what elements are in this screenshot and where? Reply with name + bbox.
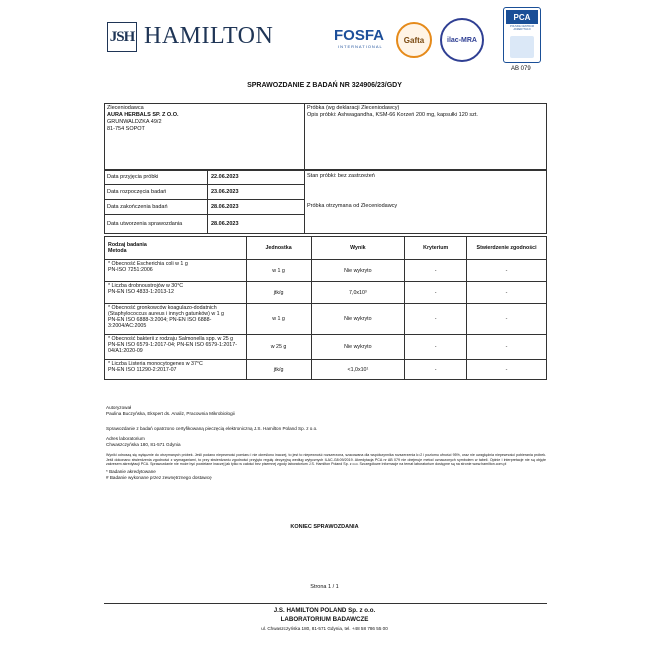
date-row bbox=[104, 200, 304, 215]
header-conformity: Stwierdzenie zgodności bbox=[467, 237, 547, 260]
cell-conformity: - bbox=[467, 360, 547, 380]
sample-state: Stan próbki: bez zastrzeżeń bbox=[307, 173, 375, 179]
pca-label: PCA bbox=[506, 10, 538, 24]
client-street: GRUNWALDZKA 49/2 bbox=[107, 119, 162, 125]
cell-result: <1,0x10¹ bbox=[311, 360, 405, 380]
legend-accredited: * Badanie akredytowane bbox=[106, 468, 156, 474]
authorized-label: Autoryzował bbox=[106, 405, 132, 410]
client-label: Zleceniodawca bbox=[107, 105, 144, 111]
results-header-row bbox=[105, 237, 547, 260]
cell-conformity: - bbox=[467, 260, 547, 282]
cell-criterion: - bbox=[405, 360, 467, 380]
cell-result: Nie wykryto bbox=[311, 304, 405, 335]
table-row bbox=[105, 304, 547, 335]
dates-list bbox=[104, 170, 304, 234]
footer-address: ul. Chwaszczyńska 180, 81-571 Gdynia, tel. +48 58 786 55 00 bbox=[261, 626, 388, 631]
pca-subtitle: POLSKIE CENTRUM AKREDYTACJI bbox=[510, 25, 534, 31]
date-label: Data zakończenia badań bbox=[104, 200, 208, 214]
end-of-report: KONIEC SPRAWOZDANIA bbox=[290, 524, 359, 530]
footer-company: J.S. HAMILTON POLAND Sp. z o.o. bbox=[273, 607, 376, 614]
pca-accreditation-logo bbox=[503, 7, 541, 63]
header-method: Rodzaj badania Metoda bbox=[105, 237, 247, 260]
signature-note: Sprawozdanie z badań opatrzono certyfikowaną pieczęcią elektroniczną J.S. Hamilton Poland Sp. z o.o. bbox=[106, 425, 318, 431]
fine-print: Wyniki odnoszą się wyłącznie do otrzymanych próbek. Jeśli podano niepewność pomiaru i nie określono inaczej, to jest to niepewność rozszerzona, szacowana dla współczynnika rozszerzenia k=2 i poziomu ufności 95%, oraz nie uwzględnia niepewności pobierania próbek. Jeśli dokonano stwierdzenia zgodności z wymaganiami, to przy stwierdzaniu zgodności przyjęto regułę decyzyjną według wytycznych ILAC-G8:09/2019. Akredytacja PCA nr AB 079 nie obejmuje metod oznaczonych symbolem w tabeli. Opinie i interpretacje nie są objęte zakresem akredytacji PCA. Sprawozdanie nie może być powielane inaczej jak tylko w całości bez pisemnej zgody laboratorium J.S. Hamilton Poland Sp. z o.o. Szczegółowe informacje na temat laboratorium dostępne są na stronie www.hamilton.com.pl bbox=[106, 452, 546, 467]
cell-unit: w 1 g bbox=[246, 260, 311, 282]
table-row bbox=[105, 260, 547, 282]
cell-criterion: - bbox=[405, 335, 467, 360]
date-label: Data utworzenia sprawozdania bbox=[104, 215, 208, 234]
company-name: HAMILTON bbox=[144, 23, 274, 49]
lab-label: Adres laboratorium bbox=[106, 436, 145, 442]
header-result: Wynik bbox=[311, 237, 405, 260]
date-row bbox=[104, 185, 304, 200]
cell-method: * Obecność bakterii z rodzaju Salmonella spp. w 25 g PN-EN ISO 6579-1:2017-04; PN-EN ISO 6579-1:2017-04/A1:2020-09 bbox=[105, 335, 247, 360]
cell-result: Nie wykryto bbox=[311, 335, 405, 360]
pca-number: AB 079 bbox=[511, 66, 531, 72]
cell-conformity: - bbox=[467, 304, 547, 335]
page-number: Strona 1 / 1 bbox=[310, 584, 339, 590]
cell-unit: w 1 g bbox=[246, 304, 311, 335]
date-row bbox=[104, 170, 304, 185]
footer-lab: LABORATORIUM BADAWCZE bbox=[280, 616, 369, 623]
date-value: 22.06.2023 bbox=[211, 174, 239, 180]
logo-mark-text: JSH bbox=[109, 28, 135, 45]
table-row bbox=[105, 282, 547, 304]
cell-unit: w 25 g bbox=[246, 335, 311, 360]
cell-criterion: - bbox=[405, 282, 467, 304]
cell-unit: jtk/g bbox=[246, 282, 311, 304]
date-label: Data rozpoczęcia badań bbox=[104, 185, 208, 199]
header-unit: Jednostka bbox=[246, 237, 311, 260]
date-value: 28.06.2023 bbox=[211, 221, 239, 227]
sample-block bbox=[307, 105, 545, 119]
header-criterion: Kryterium bbox=[405, 237, 467, 260]
sample-description: Opis próbki: Ashwagandha, KSM-66 Korzeń 200 mg, kapsułki 120 szt. bbox=[307, 112, 478, 118]
results-table bbox=[104, 236, 547, 380]
cell-conformity: - bbox=[467, 282, 547, 304]
ilac-mra-logo: ilac-MRA bbox=[440, 18, 484, 62]
table-row bbox=[105, 360, 547, 380]
client-name: AURA HERBALS SP. Z O.O. bbox=[107, 112, 179, 118]
authorized-by: Paulina Buczyńska, Ekspert ds. Analiz, Pracownia Mikrobiologii bbox=[106, 410, 235, 416]
client-city: 81-754 SOPOT bbox=[107, 126, 145, 132]
pca-emblem-icon bbox=[510, 36, 534, 58]
cell-result: Nie wykryto bbox=[311, 260, 405, 282]
cell-unit: jtk/g bbox=[246, 360, 311, 380]
lab-address: Chwaszczyńska 180, 81-571 Gdynia bbox=[106, 442, 181, 448]
cell-criterion: - bbox=[405, 260, 467, 282]
report-title: SPRAWOZDANIE Z BADAŃ NR 324906/23/GDY bbox=[247, 82, 402, 89]
cell-conformity: - bbox=[467, 335, 547, 360]
table-row bbox=[105, 335, 547, 360]
client-block bbox=[107, 105, 179, 133]
footer-divider bbox=[104, 603, 547, 604]
cell-criterion: - bbox=[405, 304, 467, 335]
date-value: 23.06.2023 bbox=[211, 189, 239, 195]
legend-external: # Badanie wykonane przez zewnętrznego dostawcę bbox=[106, 474, 212, 480]
cell-result: 7,0x10³ bbox=[311, 282, 405, 304]
cell-method: * Liczba Listeria monocytogenes w 37°C PN-EN ISO 11290-2:2017-07 bbox=[105, 360, 247, 380]
date-value: 28.06.2023 bbox=[211, 204, 239, 210]
hamilton-logo-mark bbox=[107, 22, 137, 52]
fosfa-logo: FOSFA bbox=[334, 27, 385, 44]
sample-received: Próbka otrzymana od Zleceniodawcy bbox=[307, 203, 398, 209]
fosfa-subtitle: INTERNATIONAL bbox=[338, 44, 383, 49]
cell-method: * Obecność Escherichia coli w 1 g PN-ISO 7251:2006 bbox=[105, 260, 247, 282]
cell-method: * Liczba drobnoustrojów w 30°C PN-EN ISO 4833-1:2013-12 bbox=[105, 282, 247, 304]
gafta-logo: Gafta bbox=[396, 22, 432, 58]
notes-block bbox=[106, 405, 546, 480]
date-row bbox=[104, 215, 304, 234]
date-label: Data przyjęcia próbki bbox=[104, 170, 208, 184]
cell-method: * Obecność gronkowców koagulazo-dodatnich (Staphylococcus aureus i innych gatunków) w 1 g PN-EN ISO 6888-3:2004; PN-EN ISO 6888-3:2004/AC:2005 bbox=[105, 304, 247, 335]
sample-label: Próbka (wg deklaracji Zleceniodawcy) bbox=[307, 105, 400, 111]
